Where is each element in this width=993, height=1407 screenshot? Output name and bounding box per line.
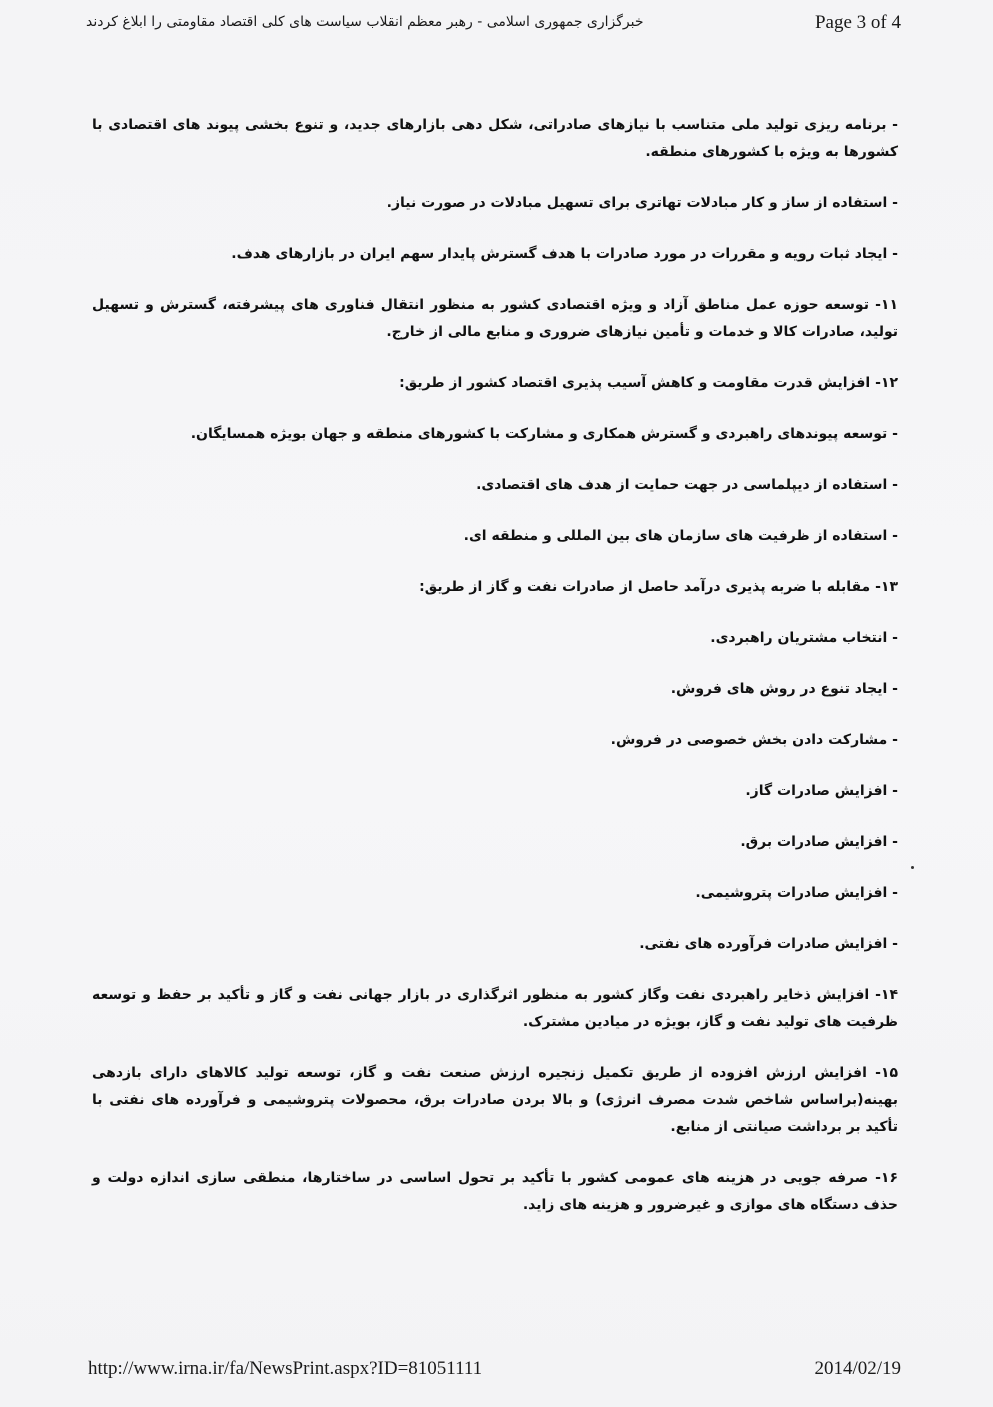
- paragraph: - برنامه ریزی تولید ملی متناسب با نیازهای صادراتی، شکل دهی بازارهای جدید، و تنوع بخشی پیوند های اقتصادی با کشورها به ویژه با کشورهای منطقه.: [92, 117, 898, 160]
- paragraph: ۱۵- افزایش ارزش افزوده از طریق تکمیل زنجیره ارزش صنعت نفت و گاز، توسعه تولید کالاهای دارای بازدهی بهینه(براساس شاخص شدت مصرف انرژی) و بالا بردن صادرات برق، محصولات پتروشیمی و فرآورده های نفتی با تأکید بر برداشت صیانتی از منابع.: [92, 1065, 898, 1135]
- paragraph: ۱۳- مقابله با ضربه پذیری درآمد حاصل از صادرات نفت و گاز از طریق:: [419, 579, 898, 595]
- document-body: [92, 112, 898, 1219]
- paragraph: - توسعه پیوندهای راهبردی و گسترش همکاری و مشارکت با کشورهای منطقه و جهان بویژه همسایگان.: [190, 426, 898, 442]
- paragraph: - استفاده از ساز و کار مبادلات تهاتری برای تسهیل مبادلات در صورت نیاز.: [386, 195, 898, 211]
- paragraph: ۱۱- توسعه حوزه عمل مناطق آزاد و ویژه اقتصادی کشور به منظور انتقال فناوری های پیشرفته، گسترش و تسهیل تولید، صادرات کالا و خدمات و تأمین نیازهای ضروری و منابع مالی از خارج.: [92, 297, 898, 340]
- page-number: Page 3 of 4: [814, 12, 901, 33]
- paragraph: ۱۴- افزایش ذخایر راهبردی نفت وگاز کشور به منظور اثرگذاری در بازار جهانی نفت و گاز و تأکید بر حفظ و توسعه ظرفیت های تولید نفت و گاز، بویژه در میادین مشترک.: [92, 987, 898, 1030]
- paragraph: - افزایش صادرات برق.: [740, 834, 898, 850]
- paragraph: - افزایش صادرات فرآورده های نفتی.: [639, 936, 898, 952]
- paragraph: ۱۲- افزایش قدرت مقاومت و کاهش آسیب پذیری اقتصاد کشور از طریق:: [399, 375, 898, 391]
- footer-date: 2014/02/19: [814, 1358, 901, 1379]
- scan-speck: [911, 866, 914, 869]
- page-header: [80, 8, 901, 36]
- paragraph: - افزایش صادرات گاز.: [745, 783, 898, 799]
- paragraph: - استفاده از ظرفیت های سازمان های بین المللی و منطقه ای.: [463, 528, 898, 544]
- paragraph: - مشارکت دادن بخش خصوصی در فروش.: [610, 732, 898, 748]
- header-title: خبرگزاری جمهوری اسلامی - رهبر معظم انقلاب سیاست های کلی اقتصاد مقاومتی را ابلاغ کردند: [86, 14, 644, 30]
- paragraph: - ایجاد ثبات رویه و مقررات در مورد صادرات با هدف گسترش پایدار سهم ایران در بازارهای هدف.: [231, 246, 898, 262]
- paragraph: - انتخاب مشتریان راهبردی.: [710, 630, 898, 646]
- page-footer: [88, 1358, 901, 1386]
- paragraph: - افزایش صادرات پتروشیمی.: [695, 885, 898, 901]
- paragraph: - ایجاد تنوع در روش های فروش.: [670, 681, 898, 697]
- paragraph: ۱۶- صرفه جویی در هزینه های عمومی کشور با تأکید بر تحول اساسی در ساختارها، منطقی سازی اندازه دولت و حذف دستگاه های موازی و غیرضرور و هزینه های زاید.: [92, 1170, 898, 1213]
- footer-url: http://www.irna.ir/fa/NewsPrint.aspx?ID=81051111: [88, 1358, 483, 1379]
- paragraph: - استفاده از دیپلماسی در جهت حمایت از هدف های اقتصادی.: [476, 477, 898, 493]
